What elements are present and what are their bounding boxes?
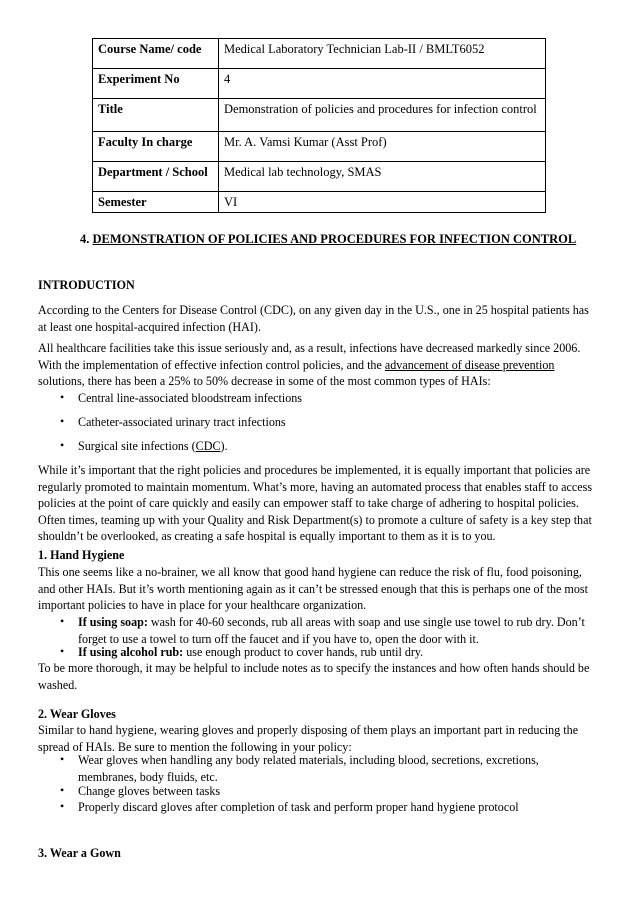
introduction-title: INTRODUCTION <box>38 278 135 292</box>
bullet-dot: • <box>60 414 65 428</box>
soap-bullet: If using soap: wash for 40-60 seconds, rub all areas with soap and use single use towel to rub dry. Don’t forget to use a towel to turn off the faucet and if you have to, open the door with it. <box>78 615 585 646</box>
gloves-bullet-3: Properly discard gloves after completion of task and perform proper hand hygiene protocol <box>78 800 519 814</box>
intro-paragraph-2: All healthcare facilities take this issue seriously and, as a result, infections have decreased markedly since 2006. With the implementation of effective infection control policies, and the advancement of disease prevention solutions, there has been a 25% to 50% decrease in some of the most common types of HAIs: <box>38 341 581 388</box>
wear-gloves-paragraph: Similar to hand hygiene, wearing gloves and properly disposing of them plays an important part in reducing the spread of HAIs. Be sure to mention the following in your policy: <box>38 723 579 754</box>
table-row <box>93 69 546 99</box>
bullet-dot: • <box>60 783 65 797</box>
intro-bullet-1: Central line-associated bloodstream infections <box>78 391 303 405</box>
table-row <box>93 39 546 69</box>
table-row <box>93 192 546 213</box>
bullet-dot: • <box>60 799 65 813</box>
hand-hygiene-note: To be more thorough, it may be helpful to include notes as to specify the instances and how often hands should be washed. <box>38 661 590 692</box>
bullet-dot: • <box>60 438 65 452</box>
course-name-value: Medical Laboratory Technician Lab-II / BMLT6052 <box>219 39 546 69</box>
main-heading <box>80 232 576 247</box>
semester-label: Semester <box>93 192 219 213</box>
title-label: Title <box>93 99 219 132</box>
alcohol-rub-bullet: If using alcohol rub: use enough product to cover hands, rub until dry. <box>78 645 424 659</box>
wear-gown-title: 3. Wear a Gown <box>38 846 121 860</box>
faculty-label: Faculty In charge <box>93 132 219 162</box>
hand-hygiene-title: 1. Hand Hygiene <box>38 548 125 562</box>
intro-paragraph-3: While it’s important that the right policies and procedures be implemented, it is equally important that policies are regularly promoted to maintain momentum. What’s more, having an automated process that enables staff to access policies at the point of care quickly and easily can empower staff to take charge of adhering to hospital policies. Often times, teaming up with your Quality and Risk Department(s) to promote a culture of safety is a key step that shouldn’t be overlooked, as creating a safe hospital is equally important to them as it is to you. <box>38 463 593 543</box>
faculty-value: Mr. A. Vamsi Kumar (Asst Prof) <box>219 132 546 162</box>
intro-bullet-3: Surgical site infections (CDC). <box>78 439 228 453</box>
title-value: Demonstration of policies and procedures for infection control <box>219 99 546 132</box>
table-row <box>93 132 546 162</box>
cdc-link[interactable]: CDC <box>195 439 221 453</box>
experiment-no-label: Experiment No <box>93 69 219 99</box>
gloves-bullet-2: Change gloves between tasks <box>78 784 221 798</box>
department-label: Department / School <box>93 162 219 192</box>
experiment-no-value: 4 <box>219 69 546 99</box>
course-name-label: Course Name/ code <box>93 39 219 69</box>
course-info-table <box>92 38 546 213</box>
department-value: Medical lab technology, SMAS <box>219 162 546 192</box>
gloves-bullet-1: Wear gloves when handling any body related materials, including blood, secretions, excretions, membranes, body fluids, etc. <box>78 753 539 784</box>
wear-gloves-title: 2. Wear Gloves <box>38 707 116 721</box>
intro-bullet-2: Catheter-associated urinary tract infections <box>78 415 286 429</box>
hand-hygiene-paragraph: This one seems like a no-brainer, we all know that good hand hygiene can reduce the risk of flu, food poisoning, and other HAIs. But it’s worth mentioning again as it can’t be stressed enough that this is perhaps one of the most important policies to have in place for your healthcare organization. <box>38 565 588 612</box>
intro-paragraph-1: According to the Centers for Disease Control (CDC), on any given day in the U.S., one in 25 hospital patients has at least one hospital-acquired infection (HAI). <box>38 303 589 334</box>
bullet-dot: • <box>60 390 65 404</box>
table-row <box>93 162 546 192</box>
bullet-dot: • <box>60 752 65 766</box>
semester-value: VI <box>219 192 546 213</box>
bullet-dot: • <box>60 614 65 628</box>
main-heading-number: 4. <box>80 232 90 246</box>
bullet-dot: • <box>60 644 65 658</box>
disease-prevention-link[interactable]: advancement of disease prevention <box>384 357 555 372</box>
table-row <box>93 99 546 132</box>
main-heading-text: DEMONSTRATION OF POLICIES AND PROCEDURES FOR INFECTION CONTROL <box>92 232 577 246</box>
